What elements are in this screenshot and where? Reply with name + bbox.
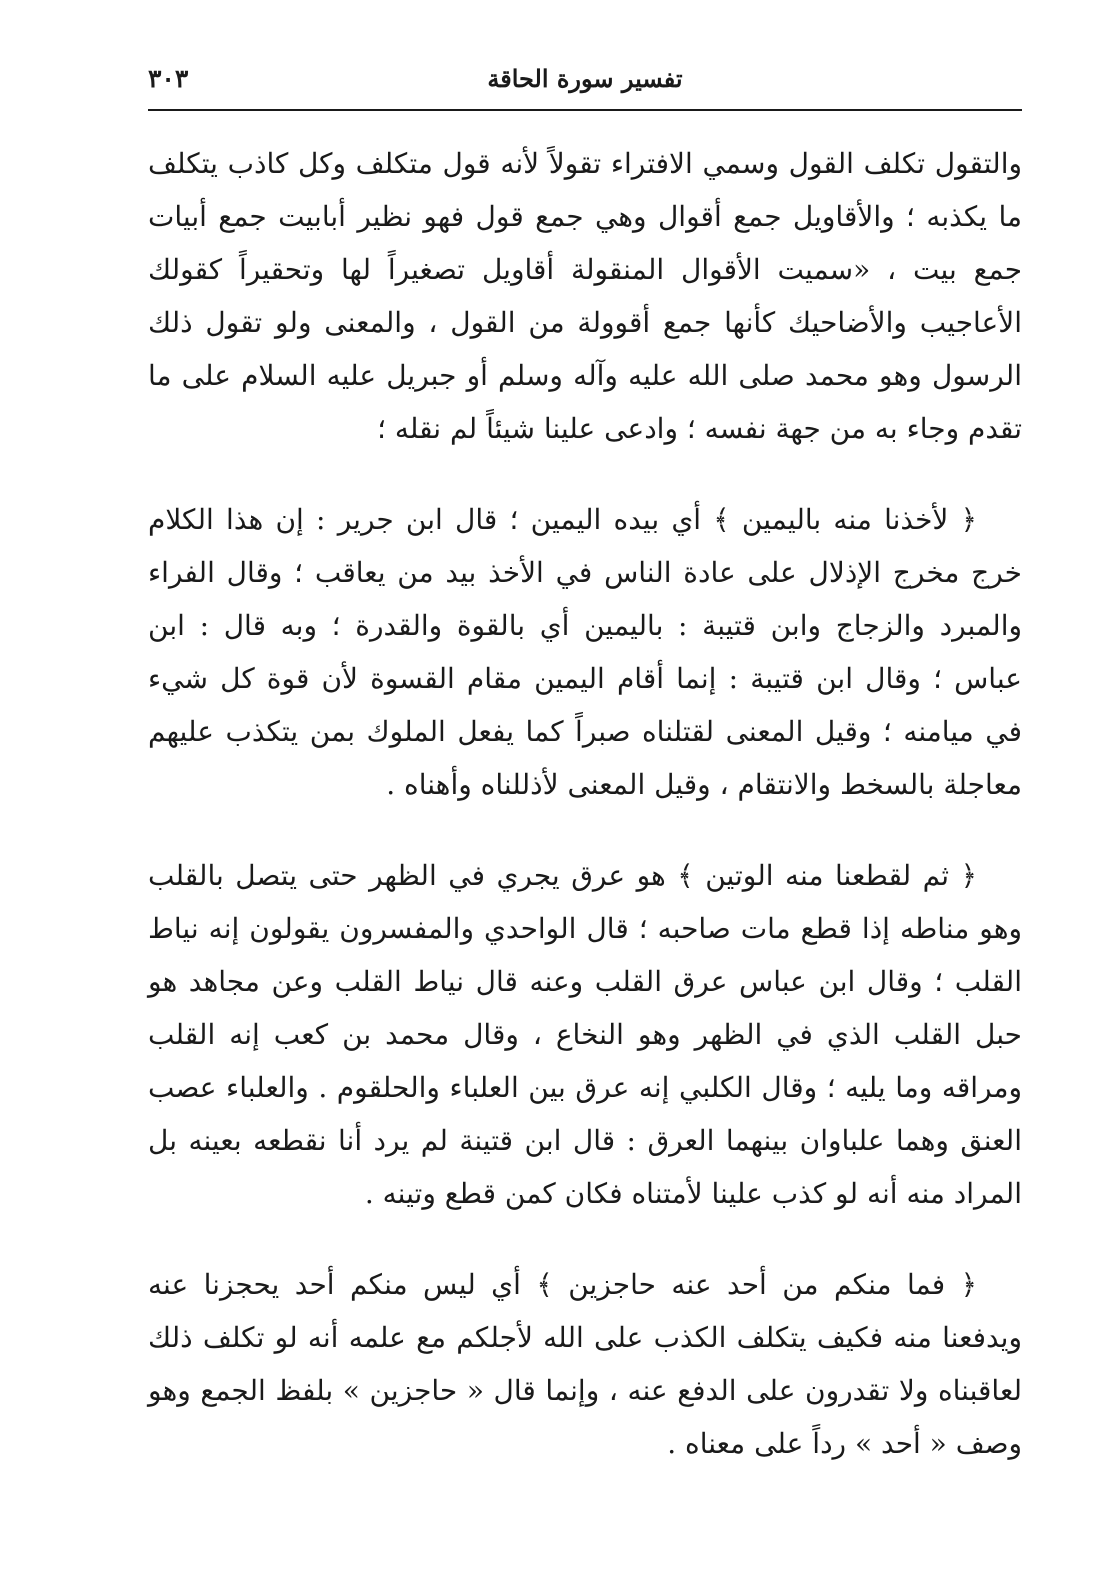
paragraph-1: والتقول تكلف القول وسمي الافتراء تقولاً لأنه قول متكلف وكل كاذب يتكلف ما يكذبه ؛ والأقاويل جمع أقوال وهي جمع قول فهو نظير أبابيت جمع أبيات جمع بيت ، «سميت الأقوال المنقولة أقاويل تصغيراً لها وتحقيراً كقولك الأعاجيب والأضاحيك كأنها جمع أقوولة من القول ، والمعنى ولو تقول ذلك الرسول وهو محمد صلى الله عليه وآله وسلم أو جبريل عليه السلام على ما تقدم وجاء به من جهة نفسه ؛ وادعى علينا شيئاً لم نقله ؛ [148,147,1023,445]
paragraph-gap [148,1220,1022,1258]
paragraph-gap [148,455,1022,493]
paragraph-gap [148,811,1022,849]
paragraph-4: ﴿ فما منكم من أحد عنه حاجزين ﴾ أي ليس منكم أحد يحجزنا عنه ويدفعنا منه فكيف يتكلف الكذب على الله لأجلكم مع علمه أنه لو تكلف ذلك لعاقبناه ولا تقدرون على الدفع عنه ، وإنما قال « حاجزين » بلفظ الجمع وهو وصف « أحد » رداً على معناه . [148,1268,1022,1460]
body-text [148,137,1022,1470]
paragraph-2: ﴿ لأخذنا منه باليمين ﴾ أي بيده اليمين ؛ قال ابن جرير : إن هذا الكلام خرج مخرج الإذلال على عادة الناس في الأخذ بيد من يعاقب ؛ وقال الفراء والمبرد والزجاج وابن قتيبة : باليمين أي بالقوة والقدرة ؛ وبه قال : ابن عباس ؛ وقال ابن قتيبة : إنما أقام اليمين مقام القسوة لأن قوة كل شيء في ميامنه ؛ وقيل المعنى لقتلناه صبراً كما يفعل الملوك بمن يتكذب عليهم معاجلة بالسخط والانتقام ، وقيل المعنى لأذللناه وأهناه . [148,503,1022,801]
paragraph-3: ﴿ ثم لقطعنا منه الوتين ﴾ هو عرق يجري في الظهر حتى يتصل بالقلب وهو مناطه إذا قطع مات صاحبه ؛ قال الواحدي والمفسرون يقولون إنه نياط القلب ؛ وقال ابن عباس عرق القلب وعنه قال نياط القلب وعن مجاهد هو حبل القلب الذي في الظهر وهو النخاع ، وقال محمد بن كعب إنه القلب ومراقه وما يليه ؛ وقال الكلبي إنه عرق بين العلباء والحلقوم . والعلباء عصب العنق وهما علباوان بينهما العرق : قال ابن قتينة لم يرد أنا نقطعه بعينه بل المراد منه أنه لو كذب علينا لأمتناه فكان كمن قطع وتينه . [148,859,1022,1210]
header-divider [148,109,1022,111]
page-number: ٣٠٣ [148,64,189,93]
running-title: تفسير سورة الحاقة [487,64,683,93]
page-header [148,62,1022,106]
